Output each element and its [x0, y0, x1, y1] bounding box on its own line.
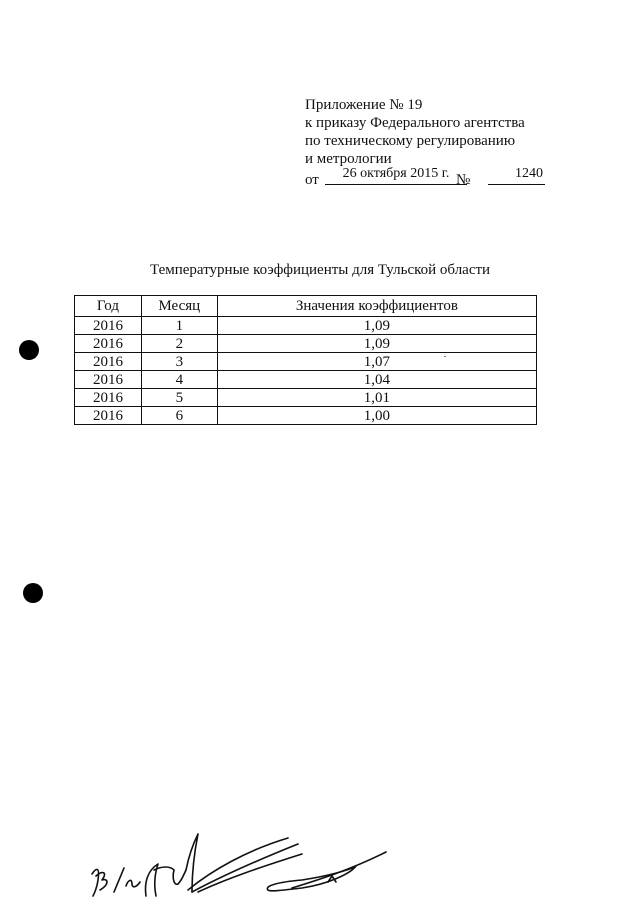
value-cell: 1,09 [217, 335, 536, 353]
column-header-month: Месяц [141, 296, 217, 317]
year-cell: 2016 [75, 407, 142, 425]
table-row [75, 353, 537, 371]
year-cell: 2016 [75, 353, 142, 371]
year-cell: 2016 [75, 317, 142, 335]
from-label: от [305, 172, 319, 188]
year-cell: 2016 [75, 335, 142, 353]
coefficients-table [74, 295, 537, 425]
table-row [75, 371, 537, 389]
table-row [75, 389, 537, 407]
appendix-line: по техническому регулированию [305, 133, 516, 149]
value-cell: 1,00 [217, 407, 536, 425]
handwritten-signature [88, 830, 418, 905]
order-date-number [305, 166, 565, 189]
order-number: 1240 [488, 165, 545, 185]
punch-hole-mark [23, 583, 43, 603]
order-date: 26 октября 2015 г. [325, 165, 467, 185]
number-label: № [456, 172, 471, 188]
column-header-year: Год [75, 296, 142, 317]
month-cell: 1 [141, 317, 217, 335]
month-cell: 5 [141, 389, 217, 407]
table-header-row [75, 296, 537, 317]
month-cell: 3 [141, 353, 217, 371]
month-cell: 6 [141, 407, 217, 425]
appendix-title: Приложение № 19 [305, 97, 423, 113]
table-row [75, 335, 537, 353]
year-cell: 2016 [75, 371, 142, 389]
value-cell: 1,04 [217, 371, 536, 389]
table-row [75, 407, 537, 425]
value-cell: 1,09 [217, 317, 536, 335]
column-header-value: Значения коэффициентов [217, 296, 536, 317]
month-cell: 2 [141, 335, 217, 353]
punch-hole-mark [19, 340, 39, 360]
scan-speck [444, 356, 446, 357]
appendix-header [305, 96, 565, 189]
appendix-line: к приказу Федерального агентства [305, 115, 525, 131]
value-cell: 1,01 [217, 389, 536, 407]
month-cell: 4 [141, 371, 217, 389]
document-title: Температурные коэффициенты для Тульской области [150, 262, 491, 278]
appendix-line: и метрологии [305, 151, 392, 167]
table-row [75, 317, 537, 335]
value-cell: 1,07 [217, 353, 536, 371]
year-cell: 2016 [75, 389, 142, 407]
